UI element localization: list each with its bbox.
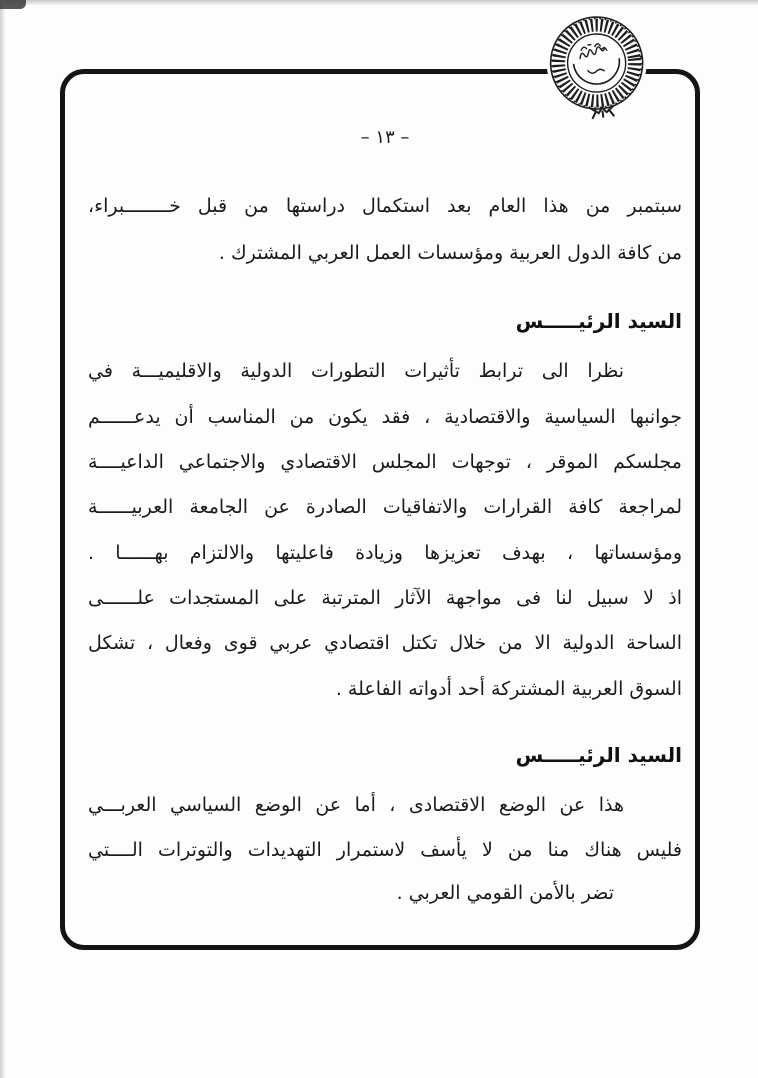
body-line-p2-1: نظرا الى ترابط تأثيرات التطورات الدولية والاقليميـــة في [88,360,624,382]
body-line-p1-1: سبتمبر من هذا العام بعد استكمال دراستها من قبل خــــــــبراء، [88,195,682,217]
body-line-p2-3: مجلسكم الموقر ، توجهات المجلس الاقتصادي والاجتماعي الداعيــــة [88,451,682,473]
body-line-p3-3: تضر بالأمن القومي العربي . [396,882,614,904]
scan-edge-top [0,0,758,5]
scan-artifact-blot [0,0,26,9]
section-heading-1: السيد الرئيـــــس [515,309,682,333]
body-line-p1-2: من كافة الدول العربية ومؤسسات العمل العربي المشترك . [218,242,682,264]
body-line-p2-4: لمراجعة كافة القرارات والاتفاقيات الصادرة عن الجامعة العربيــــــة [88,496,682,518]
body-line-p2-5: ومؤسساتها ، بهدف تعزيزها وزيادة فاعليتها والالتزام بهــــــا . [88,542,682,564]
body-line-p2-8: السوق العربية المشتركة أحد أدواته الفاعلة . [335,678,682,700]
page-number: – ١٣ – [360,127,410,148]
arab-league-emblem-icon [539,5,656,127]
body-line-p2-2: جوانبها السياسية والاقتصادية ، فقد يكون من المناسب أن يدعــــــم [88,406,682,428]
body-line-p2-6: اذ لا سبيل لنا فى مواجهة الآثار المترتبة على المستجدات علــــــى [88,587,682,609]
body-line-p3-1: هذا عن الوضع الاقتصادى ، أما عن الوضع السياسي العربـــي [88,794,624,816]
body-line-p2-7: الساحة الدولية الا من خلال تكتل اقتصادي عربي قوى وفعال ، تشكل [88,632,682,654]
body-line-p3-2: فليس هناك منا من لا يأسف لاستمرار التهديدات والتوترات الــــتي [88,839,682,861]
section-heading-2: السيد الرئيـــــس [515,743,682,767]
scan-edge-left [0,0,5,1078]
